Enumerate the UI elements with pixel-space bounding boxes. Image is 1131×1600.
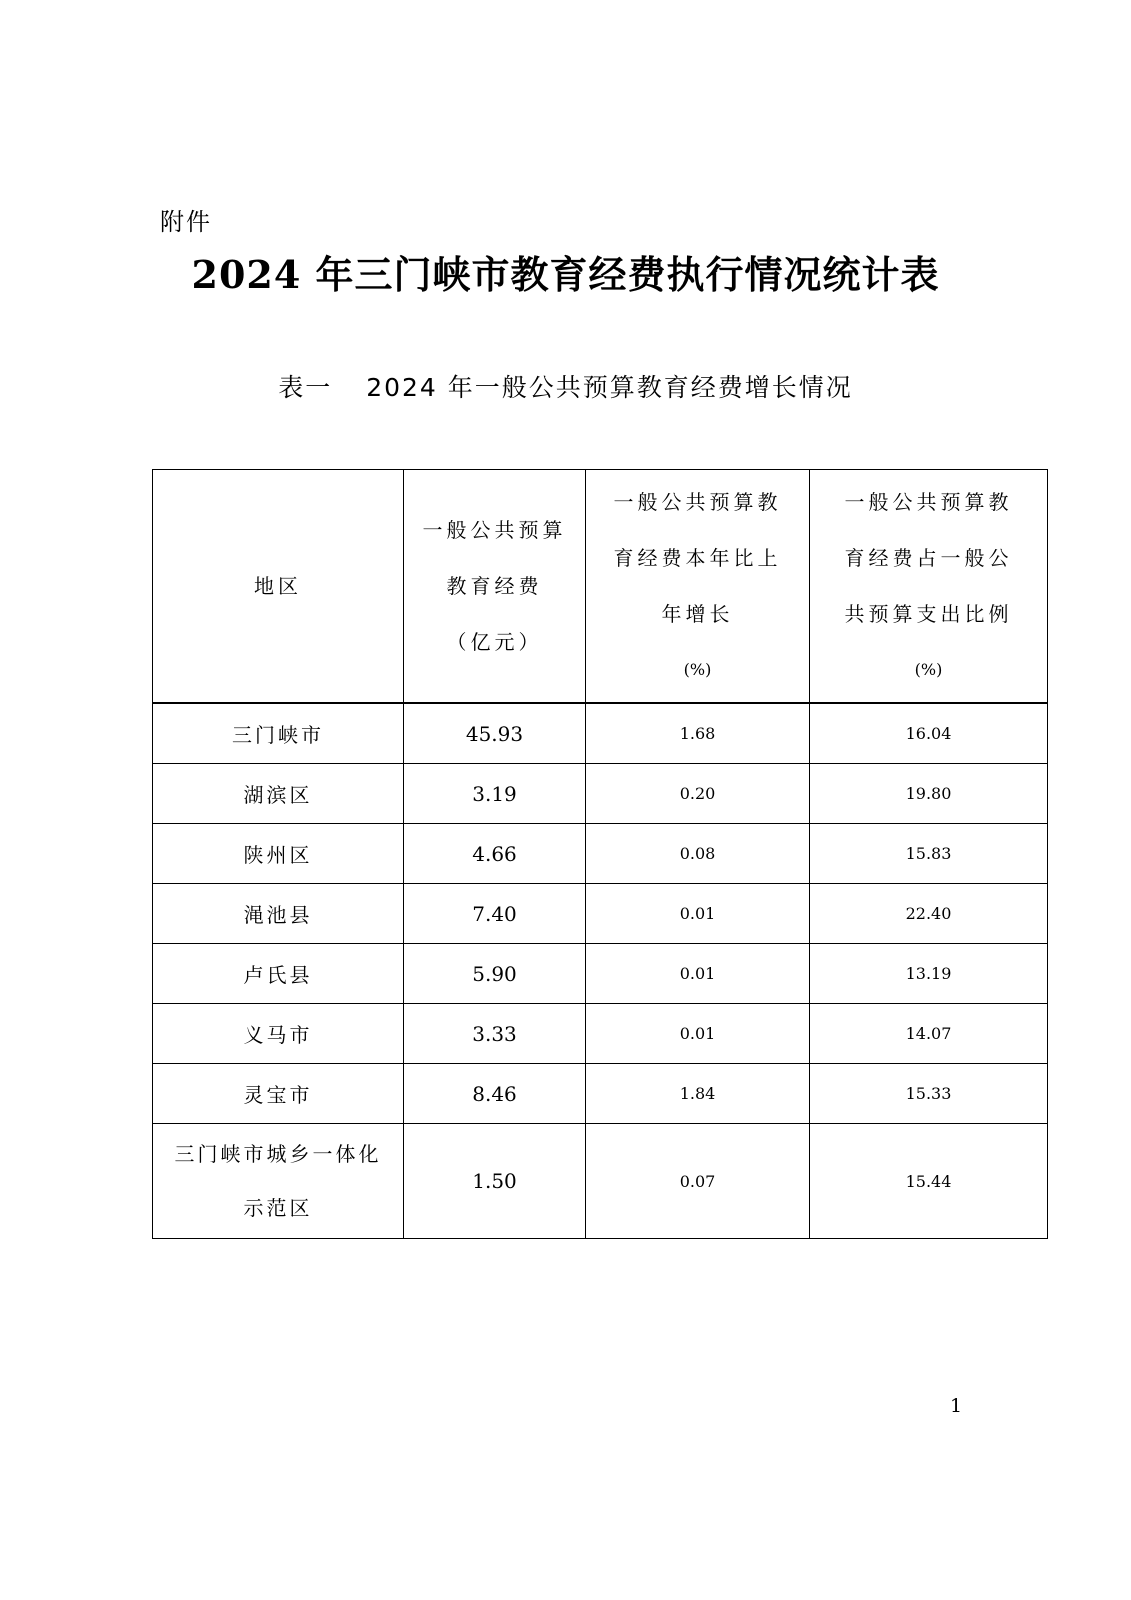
header-growth bbox=[586, 470, 810, 704]
funding-cell: 3.33 bbox=[404, 1004, 586, 1064]
header-growth-line1: 一般公共预算教 bbox=[613, 490, 782, 514]
document-title: 2024 年三门峡市教育经费执行情况统计表 bbox=[191, 252, 940, 297]
table-row bbox=[153, 703, 1048, 764]
region-cell: 三门峡市 bbox=[153, 703, 404, 764]
funding-cell: 1.50 bbox=[404, 1124, 586, 1239]
table-caption-text: 2024 年一般公共预算教育经费增长情况 bbox=[366, 373, 853, 402]
ratio-cell: 15.83 bbox=[810, 824, 1048, 884]
region-cell: 义马市 bbox=[153, 1004, 404, 1064]
growth-cell: 1.68 bbox=[586, 703, 810, 764]
region-line2: 示范区 bbox=[243, 1196, 313, 1220]
ratio-cell: 16.04 bbox=[810, 703, 1048, 764]
ratio-cell: 19.80 bbox=[810, 764, 1048, 824]
table-row bbox=[153, 824, 1048, 884]
region-cell: 湖滨区 bbox=[153, 764, 404, 824]
ratio-cell: 15.44 bbox=[810, 1124, 1048, 1239]
header-ratio-line3: 共预算支出比例 bbox=[844, 602, 1013, 626]
header-region bbox=[153, 470, 404, 704]
attachment-label: 附件 bbox=[160, 208, 212, 236]
ratio-cell: 13.19 bbox=[810, 944, 1048, 1004]
growth-cell: 0.01 bbox=[586, 884, 810, 944]
growth-cell: 0.01 bbox=[586, 1004, 810, 1064]
funding-cell: 3.19 bbox=[404, 764, 586, 824]
ratio-cell: 14.07 bbox=[810, 1004, 1048, 1064]
header-ratio-line2: 育经费占一般公 bbox=[844, 546, 1013, 570]
table-row bbox=[153, 884, 1048, 944]
table-caption bbox=[0, 368, 1131, 404]
growth-cell: 0.08 bbox=[586, 824, 810, 884]
region-cell: 渑池县 bbox=[153, 884, 404, 944]
header-growth-line3: 年增长 bbox=[661, 602, 734, 626]
growth-cell: 1.84 bbox=[586, 1064, 810, 1124]
table-row bbox=[153, 1004, 1048, 1064]
funding-cell: 45.93 bbox=[404, 703, 586, 764]
page-number: 1 bbox=[950, 1395, 963, 1417]
region-cell bbox=[153, 1124, 404, 1239]
header-ratio bbox=[810, 470, 1048, 704]
ratio-cell: 22.40 bbox=[810, 884, 1048, 944]
header-growth-unit: (%) bbox=[683, 660, 712, 679]
header-funding-line2: 教育经费 bbox=[446, 574, 543, 598]
table-row bbox=[153, 764, 1048, 824]
region-line1: 三门峡市城乡一体化 bbox=[174, 1142, 382, 1166]
header-funding-line1: 一般公共预算 bbox=[422, 518, 567, 542]
header-funding bbox=[404, 470, 586, 704]
region-cell: 陕州区 bbox=[153, 824, 404, 884]
funding-cell: 7.40 bbox=[404, 884, 586, 944]
table-row bbox=[153, 944, 1048, 1004]
funding-cell: 4.66 bbox=[404, 824, 586, 884]
table-row bbox=[153, 1064, 1048, 1124]
header-region-label: 地区 bbox=[254, 574, 302, 598]
table-row bbox=[153, 1124, 1048, 1239]
header-ratio-line1: 一般公共预算教 bbox=[844, 490, 1013, 514]
region-cell: 卢氏县 bbox=[153, 944, 404, 1004]
funding-cell: 5.90 bbox=[404, 944, 586, 1004]
region-cell: 灵宝市 bbox=[153, 1064, 404, 1124]
growth-cell: 0.20 bbox=[586, 764, 810, 824]
growth-cell: 0.01 bbox=[586, 944, 810, 1004]
funding-cell: 8.46 bbox=[404, 1064, 586, 1124]
education-funding-table bbox=[152, 469, 1048, 1239]
header-growth-line2: 育经费本年比上 bbox=[613, 546, 782, 570]
growth-cell: 0.07 bbox=[586, 1124, 810, 1239]
table-number: 表一 bbox=[278, 373, 333, 402]
header-funding-unit: （亿元） bbox=[446, 630, 543, 654]
table-header-row bbox=[153, 470, 1048, 704]
header-ratio-unit: (%) bbox=[914, 660, 943, 679]
ratio-cell: 15.33 bbox=[810, 1064, 1048, 1124]
